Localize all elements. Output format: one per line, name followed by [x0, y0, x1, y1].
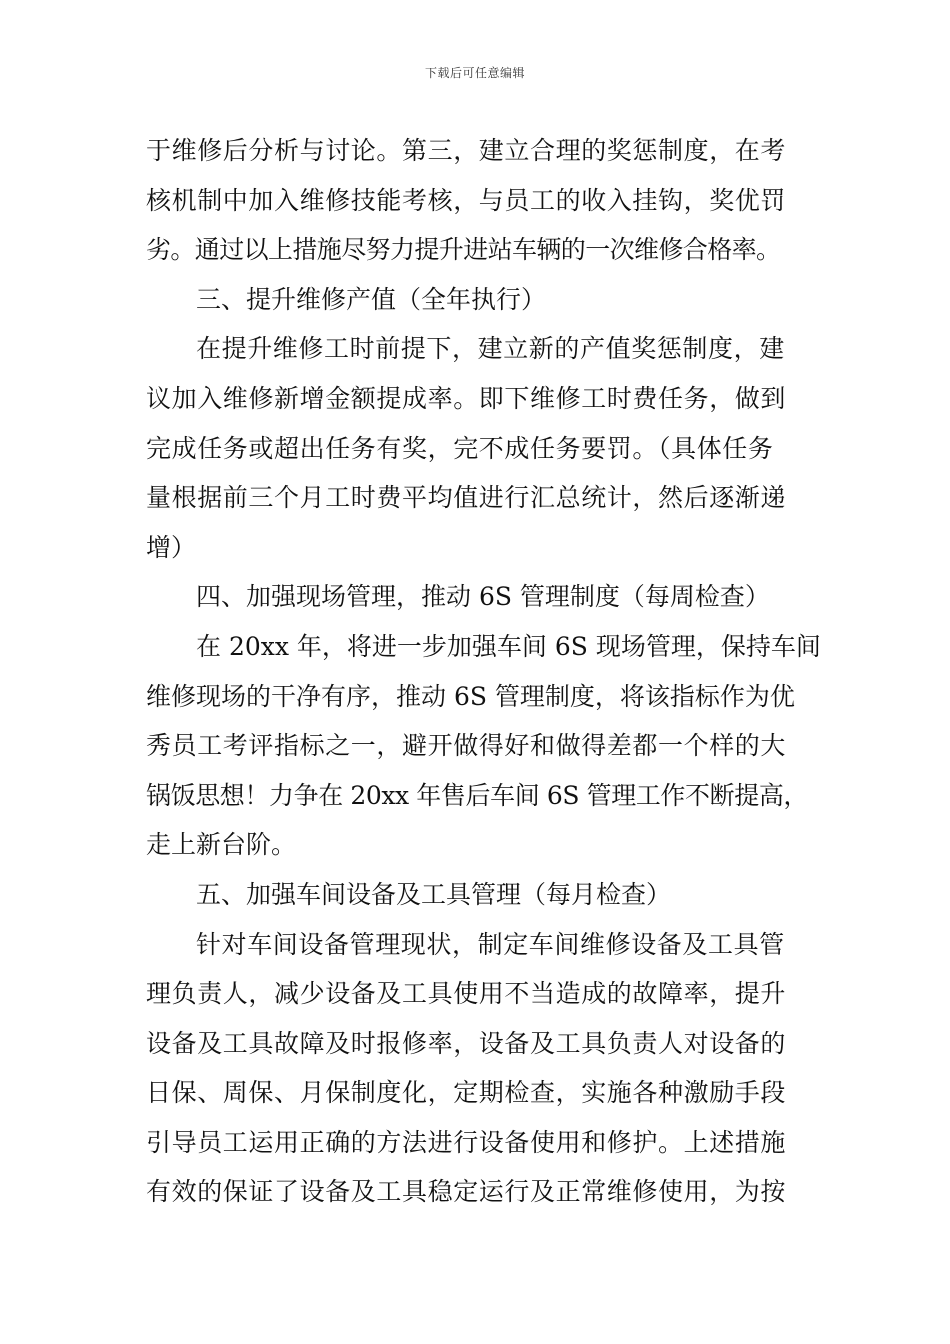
text-line: 议加入维修新增金额提成率。即下维修工时费任务，做到 [146, 383, 787, 413]
text-line: 有效的保证了设备及工具稳定运行及正常维修使用，为按 [146, 1177, 787, 1207]
text-line: 在 20xx 年，将进一步加强车间 6S 现场管理，保持车间 [196, 631, 821, 661]
text-line: 五、加强车间设备及工具管理（每月检查） [196, 879, 672, 909]
text-line: 劣。通过以上措施尽努力提升进站车辆的一次维修合格率。 [146, 235, 781, 265]
text-line: 理负责人，减少设备及工具使用不当造成的故障率，提升 [146, 979, 787, 1009]
text-line: 三、提升维修产值（全年执行） [196, 284, 547, 314]
text-line: 针对车间设备管理现状，制定车间维修设备及工具管 [196, 929, 785, 959]
text-line: 引导员工运用正确的方法进行设备使用和修护。上述措施 [146, 1127, 787, 1157]
text-line: 完成任务或超出任务有奖，完不成任务要罚。（具体任务 [146, 433, 774, 463]
text-line: 维修现场的干净有序，推动 6S 管理制度，将该指标作为优 [146, 681, 795, 711]
text-line: 于维修后分析与讨论。第三，建立合理的奖惩制度，在考 [146, 136, 787, 165]
text-line: 走上新台阶。 [146, 830, 297, 860]
text-line: 锅饭思想！力争在 20xx 年售后车间 6S 管理工作不断提高， [146, 780, 809, 810]
text-line: 在提升维修工时前提下，建立新的产值奖惩制度，建 [196, 334, 785, 364]
text-line: 量根据前三个月工时费平均值进行汇总统计，然后逐渐递 [146, 483, 787, 513]
text-line: 日保、周保、月保制度化，定期检查，实施各种激励手段 [146, 1078, 787, 1108]
document-body [146, 126, 821, 1217]
text-line: 核机制中加入维修技能考核，与员工的收入挂钩，奖优罚 [146, 185, 787, 215]
text-line: 秀员工考评指标之一，避开做得好和做得差都一个样的大 [146, 731, 787, 761]
page-header: 下载后可任意编辑 [424, 66, 525, 80]
text-line: 增） [146, 532, 197, 562]
text-line: 四、加强现场管理，推动 6S 管理制度（每周检查） [196, 582, 770, 612]
text-line: 设备及工具故障及时报修率，设备及工具负责人对设备的 [146, 1028, 787, 1058]
